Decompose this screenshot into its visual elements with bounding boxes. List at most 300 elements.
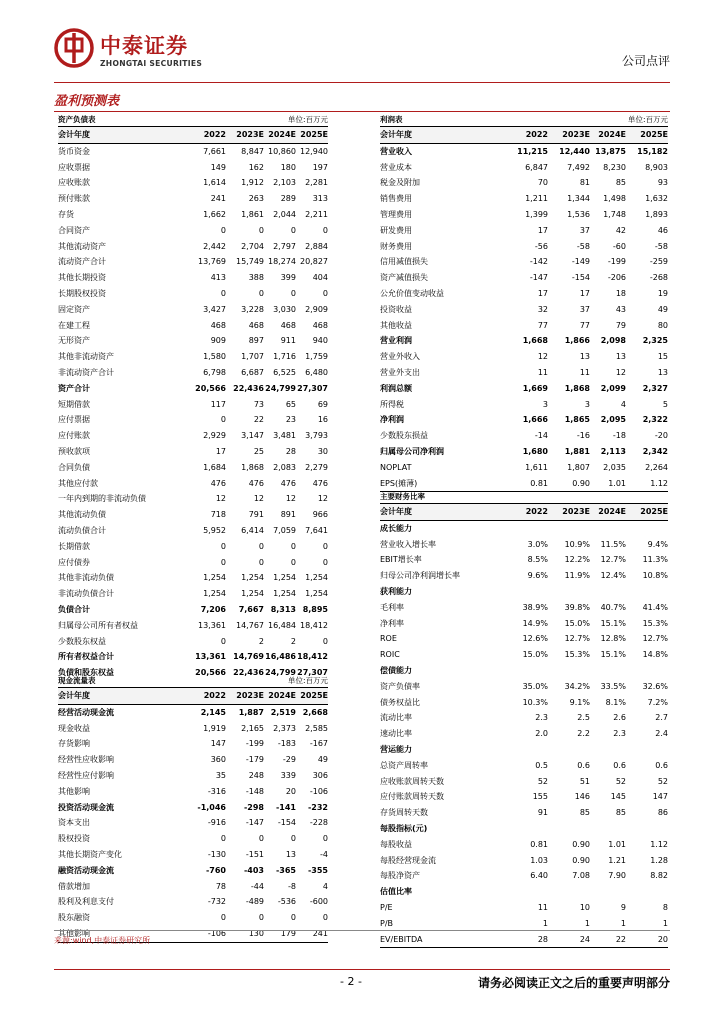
row-value: 22,436 bbox=[233, 383, 264, 393]
row-value: -142 bbox=[529, 257, 548, 267]
row-value: 3,147 bbox=[241, 431, 264, 441]
table-header bbox=[380, 112, 668, 126]
column-header-year: 2023E bbox=[236, 691, 264, 700]
row-value: 11.3% bbox=[642, 555, 668, 565]
row-value: 15.1% bbox=[600, 650, 626, 660]
row-value: 2,585 bbox=[305, 723, 328, 733]
row-value: 2,145 bbox=[200, 707, 226, 717]
row-value: 1,748 bbox=[603, 209, 626, 219]
row-value: 1,668 bbox=[522, 336, 548, 346]
table-header bbox=[380, 489, 668, 503]
row-value: 313 bbox=[312, 194, 328, 204]
row-value: -130 bbox=[207, 849, 226, 859]
column-header-year: 2024E bbox=[598, 130, 626, 139]
row-value: 966 bbox=[312, 510, 328, 520]
row-value: 8.1% bbox=[605, 697, 626, 707]
row-value: 3,030 bbox=[273, 304, 296, 314]
row-label: 净利率 bbox=[380, 618, 404, 628]
row-label: 其他非流动资产 bbox=[58, 352, 114, 362]
table-row bbox=[380, 616, 668, 632]
row-value: 197 bbox=[312, 162, 328, 172]
table-row bbox=[58, 270, 328, 286]
table-row bbox=[58, 144, 328, 160]
row-label: 应付债券 bbox=[58, 557, 90, 567]
column-header-label: 会计年度 bbox=[380, 130, 412, 139]
row-label: 估值比率 bbox=[380, 887, 412, 897]
row-value: 43 bbox=[615, 304, 626, 314]
table-row bbox=[380, 932, 668, 949]
row-value: 2,083 bbox=[273, 462, 296, 472]
row-label: 存货影响 bbox=[58, 739, 90, 749]
row-value: -760 bbox=[205, 865, 226, 875]
row-value: 1,399 bbox=[525, 209, 548, 219]
row-value: 0.90 bbox=[572, 839, 590, 849]
row-value: 0 bbox=[290, 913, 296, 923]
table-row bbox=[380, 789, 668, 805]
row-value: -4 bbox=[320, 849, 328, 859]
row-value: 0 bbox=[258, 834, 264, 844]
row-value: 179 bbox=[280, 928, 296, 938]
row-value: 27,307 bbox=[297, 668, 328, 678]
row-value: 2.2 bbox=[577, 729, 590, 739]
row-value: 12.8% bbox=[600, 634, 626, 644]
row-value: 2,322 bbox=[642, 415, 668, 425]
row-value: 1 bbox=[662, 918, 668, 928]
row-label: 其他长期资产变化 bbox=[58, 849, 122, 859]
table-row bbox=[58, 444, 328, 460]
row-value: 78 bbox=[215, 881, 226, 891]
row-value: 1,211 bbox=[525, 194, 548, 204]
row-value: 468 bbox=[312, 320, 328, 330]
row-value: 12 bbox=[285, 494, 296, 504]
column-header-year: 2022 bbox=[203, 130, 226, 139]
row-value: 18,274 bbox=[268, 257, 296, 267]
row-value: 1 bbox=[584, 918, 590, 928]
row-value: 15.1% bbox=[600, 618, 626, 628]
row-label: 少数股东损益 bbox=[380, 431, 428, 441]
row-value: 2,884 bbox=[305, 241, 328, 251]
row-label: 一年内到期的非流动负债 bbox=[58, 494, 146, 504]
row-value: 11 bbox=[579, 367, 590, 377]
row-value: 13,875 bbox=[595, 146, 626, 156]
table-row bbox=[58, 894, 328, 910]
table-row bbox=[380, 774, 668, 790]
row-value: 37 bbox=[579, 304, 590, 314]
row-label: 现金收益 bbox=[58, 723, 90, 733]
row-value: 6,847 bbox=[525, 162, 548, 172]
footer-divider bbox=[54, 969, 670, 970]
table-row bbox=[380, 365, 668, 381]
table-title: 现金流量表 bbox=[58, 676, 96, 685]
table-row bbox=[58, 207, 328, 223]
row-label: 存货 bbox=[58, 209, 74, 219]
row-label: 研发费用 bbox=[380, 225, 412, 235]
table-row bbox=[58, 318, 328, 334]
row-label: 其他流动负债 bbox=[58, 510, 106, 520]
row-value: 2,519 bbox=[270, 707, 296, 717]
row-value: 8,903 bbox=[645, 162, 668, 172]
source-note: 来源:wind,中泰证券研究所 bbox=[54, 936, 151, 945]
row-value: 1,868 bbox=[241, 462, 264, 472]
row-value: 2,165 bbox=[241, 723, 264, 733]
row-value: 2 bbox=[258, 636, 264, 646]
table-row bbox=[58, 634, 328, 650]
row-value: 0.5 bbox=[535, 760, 548, 770]
row-value: 22,436 bbox=[233, 668, 264, 678]
row-value: 9.1% bbox=[569, 697, 590, 707]
table-row bbox=[58, 507, 328, 523]
row-value: 4 bbox=[322, 881, 328, 891]
row-value: -106 bbox=[309, 786, 328, 796]
row-value: 0.6 bbox=[577, 760, 590, 770]
table-row bbox=[380, 175, 668, 191]
row-label: 长期借款 bbox=[58, 541, 90, 551]
row-value: 1,254 bbox=[273, 589, 296, 599]
row-value: 2.3 bbox=[535, 713, 548, 723]
column-header-year: 2024E bbox=[598, 507, 626, 516]
row-value: 1,912 bbox=[241, 178, 264, 188]
row-value: 7,667 bbox=[238, 604, 264, 614]
table-row bbox=[58, 491, 328, 507]
row-value: 0 bbox=[290, 834, 296, 844]
row-label: 借款增加 bbox=[58, 881, 90, 891]
row-label: 每股经营现金流 bbox=[380, 855, 436, 865]
row-value: 1,254 bbox=[203, 589, 226, 599]
table-row bbox=[380, 726, 668, 742]
row-value: -154 bbox=[571, 273, 590, 283]
row-label: 短期借款 bbox=[58, 399, 90, 409]
row-value: 1,580 bbox=[203, 352, 226, 362]
row-value: 0 bbox=[290, 225, 296, 235]
table-row bbox=[380, 568, 668, 584]
row-value: 0 bbox=[258, 913, 264, 923]
row-value: 2,909 bbox=[305, 304, 328, 314]
row-value: 1.12 bbox=[650, 478, 668, 488]
row-value: 0 bbox=[290, 288, 296, 298]
row-value: 718 bbox=[210, 510, 226, 520]
row-value: 12.4% bbox=[600, 571, 626, 581]
row-value: 0 bbox=[322, 913, 328, 923]
financial-ratios-table bbox=[380, 489, 668, 948]
row-value: 1.03 bbox=[530, 855, 548, 865]
row-value: 73 bbox=[253, 399, 264, 409]
table-header bbox=[58, 112, 328, 126]
row-value: 13 bbox=[285, 849, 296, 859]
row-value: -536 bbox=[277, 897, 296, 907]
row-value: 12 bbox=[253, 494, 264, 504]
row-value: 18 bbox=[615, 288, 626, 298]
table-row bbox=[58, 239, 328, 255]
row-value: 20 bbox=[285, 786, 296, 796]
row-value: 1,254 bbox=[203, 573, 226, 583]
column-header-label: 会计年度 bbox=[58, 691, 90, 700]
row-value: -18 bbox=[612, 431, 626, 441]
row-value: 10,860 bbox=[268, 146, 296, 156]
row-value: 7,492 bbox=[567, 162, 590, 172]
row-value: 7.08 bbox=[572, 871, 590, 881]
row-value: 911 bbox=[280, 336, 296, 346]
row-value: 2.4 bbox=[655, 729, 668, 739]
row-label: 其他收益 bbox=[380, 320, 412, 330]
row-label: 经营性应付影响 bbox=[58, 770, 114, 780]
row-value: 35.0% bbox=[522, 681, 548, 691]
row-value: 0 bbox=[220, 557, 226, 567]
row-value: 41.4% bbox=[642, 602, 668, 612]
report-type: 公司点评 bbox=[621, 54, 670, 68]
row-value: -298 bbox=[243, 802, 264, 812]
table-row bbox=[58, 800, 328, 816]
row-label: 营运能力 bbox=[380, 744, 412, 754]
row-value: 1,254 bbox=[273, 573, 296, 583]
row-value: 52 bbox=[615, 776, 626, 786]
row-value: 49 bbox=[317, 755, 328, 765]
row-value: 3,793 bbox=[305, 431, 328, 441]
cash-flow-table bbox=[58, 673, 328, 943]
row-value: 0.81 bbox=[530, 839, 548, 849]
row-label: 经营活动现金流 bbox=[58, 707, 114, 717]
table-row bbox=[58, 863, 328, 879]
row-value: -58 bbox=[576, 241, 590, 251]
row-value: 38.9% bbox=[522, 602, 548, 612]
row-value: 33.5% bbox=[600, 681, 626, 691]
row-value: -403 bbox=[243, 865, 264, 875]
row-value: 9.6% bbox=[527, 571, 548, 581]
table-row bbox=[380, 647, 668, 663]
row-value: 1,614 bbox=[203, 178, 226, 188]
table-title: 利润表 bbox=[380, 115, 403, 124]
row-value: 909 bbox=[210, 336, 226, 346]
row-value: 0 bbox=[220, 913, 226, 923]
column-header-label: 会计年度 bbox=[58, 130, 90, 139]
table-row bbox=[58, 365, 328, 381]
row-value: -29 bbox=[282, 755, 296, 765]
row-value: 18,412 bbox=[300, 620, 328, 630]
row-label: 负债合计 bbox=[58, 604, 90, 614]
column-header-year: 2023E bbox=[562, 130, 590, 139]
row-value: 7,059 bbox=[273, 525, 296, 535]
row-value: 8 bbox=[662, 902, 668, 912]
row-value: 13 bbox=[657, 367, 668, 377]
row-value: 1.01 bbox=[608, 839, 626, 849]
table-row bbox=[380, 900, 668, 916]
table-row bbox=[380, 412, 668, 428]
row-value: 8,895 bbox=[302, 604, 328, 614]
row-label: 非流动资产合计 bbox=[58, 367, 114, 377]
row-value: 289 bbox=[280, 194, 296, 204]
row-value: 241 bbox=[210, 194, 226, 204]
row-value: 146 bbox=[574, 792, 590, 802]
row-value: 1,865 bbox=[564, 415, 590, 425]
table-row bbox=[58, 784, 328, 800]
table-row bbox=[380, 868, 668, 884]
row-value: 16 bbox=[317, 415, 328, 425]
row-value: 404 bbox=[312, 273, 328, 283]
table-row bbox=[380, 884, 668, 900]
table-row bbox=[380, 239, 668, 255]
row-value: 3 bbox=[542, 399, 548, 409]
row-value: 3 bbox=[584, 399, 590, 409]
row-value: 2,797 bbox=[273, 241, 296, 251]
row-value: 0.81 bbox=[530, 478, 548, 488]
table-row bbox=[380, 160, 668, 176]
column-header-year: 2023E bbox=[236, 130, 264, 139]
row-value: 77 bbox=[537, 320, 548, 330]
row-label: 应收账款周转天数 bbox=[380, 776, 444, 786]
row-label: 货币资金 bbox=[58, 146, 90, 156]
row-label: 其他影响 bbox=[58, 786, 90, 796]
row-value: 85 bbox=[615, 808, 626, 818]
row-value: 2.5 bbox=[577, 713, 590, 723]
row-value: -199 bbox=[245, 739, 264, 749]
table-row bbox=[380, 349, 668, 365]
row-label: 营业成本 bbox=[380, 162, 412, 172]
row-label: 预收款项 bbox=[58, 446, 90, 456]
row-value: 2,327 bbox=[642, 383, 668, 393]
row-value: 25 bbox=[253, 446, 264, 456]
row-label: NOPLAT bbox=[380, 462, 412, 472]
row-value: 32.6% bbox=[642, 681, 668, 691]
row-value: -167 bbox=[309, 739, 328, 749]
row-value: 40.7% bbox=[600, 602, 626, 612]
row-label: 股利及利息支付 bbox=[58, 897, 114, 907]
row-label: 营业利润 bbox=[380, 336, 412, 346]
row-value: 0 bbox=[258, 557, 264, 567]
row-value: 15.0% bbox=[564, 618, 590, 628]
row-value: -44 bbox=[250, 881, 264, 891]
row-label: 管理费用 bbox=[380, 209, 412, 219]
row-label: 存货周转天数 bbox=[380, 808, 428, 818]
row-value: 0 bbox=[322, 557, 328, 567]
row-value: 2,281 bbox=[305, 178, 328, 188]
row-value: -20 bbox=[654, 431, 668, 441]
row-value: 399 bbox=[280, 273, 296, 283]
row-value: 23 bbox=[285, 415, 296, 425]
row-label: ROE bbox=[380, 634, 397, 644]
row-value: 11 bbox=[537, 902, 548, 912]
row-value: 17 bbox=[215, 446, 226, 456]
row-label: 合同负债 bbox=[58, 462, 90, 472]
row-label: 其他影响 bbox=[58, 928, 90, 938]
row-value: 77 bbox=[579, 320, 590, 330]
row-value: 0 bbox=[220, 415, 226, 425]
row-value: 12 bbox=[215, 494, 226, 504]
row-label: EV/EBITDA bbox=[380, 934, 423, 944]
row-label: 总资产周转率 bbox=[380, 760, 428, 770]
table-row bbox=[58, 847, 328, 863]
row-value: 10.9% bbox=[564, 539, 590, 549]
row-label: 股东融资 bbox=[58, 913, 90, 923]
row-value: 8,230 bbox=[603, 162, 626, 172]
row-value: -365 bbox=[275, 865, 296, 875]
table-row bbox=[380, 207, 668, 223]
row-label: 营业收入增长率 bbox=[380, 539, 436, 549]
row-value: 1,536 bbox=[567, 209, 590, 219]
row-value: 413 bbox=[210, 273, 226, 283]
row-value: 2.3 bbox=[613, 729, 626, 739]
table-row bbox=[380, 584, 668, 600]
column-header-row bbox=[380, 127, 668, 144]
zhongtai-logo-icon bbox=[54, 28, 94, 68]
row-value: 468 bbox=[210, 320, 226, 330]
table-row bbox=[58, 460, 328, 476]
row-value: 30 bbox=[317, 446, 328, 456]
row-value: 1,707 bbox=[241, 352, 264, 362]
row-label: 流动负债合计 bbox=[58, 525, 106, 535]
table-row bbox=[58, 175, 328, 191]
row-value: 1,254 bbox=[241, 573, 264, 583]
table-row bbox=[380, 444, 668, 460]
row-value: 14,767 bbox=[236, 620, 264, 630]
row-value: 8.5% bbox=[527, 555, 548, 565]
column-header-year: 2025E bbox=[640, 507, 668, 516]
row-value: -148 bbox=[245, 786, 264, 796]
row-value: 2,325 bbox=[642, 336, 668, 346]
row-value: 51 bbox=[579, 776, 590, 786]
row-label: 所有者权益合计 bbox=[58, 652, 114, 662]
row-label: 每股净资产 bbox=[380, 871, 420, 881]
logo-text-cn: 中泰证券 bbox=[100, 34, 188, 58]
row-label: 资本支出 bbox=[58, 818, 90, 828]
row-value: 476 bbox=[210, 478, 226, 488]
row-value: 263 bbox=[248, 194, 264, 204]
row-value: 79 bbox=[615, 320, 626, 330]
row-value: 1,881 bbox=[564, 446, 590, 456]
row-value: 24,799 bbox=[265, 383, 296, 393]
row-value: 32 bbox=[537, 304, 548, 314]
table-unit: 单位:百万元 bbox=[627, 115, 668, 124]
row-value: 306 bbox=[312, 770, 328, 780]
row-value: 13 bbox=[615, 352, 626, 362]
row-value: 24 bbox=[579, 934, 590, 944]
row-value: 162 bbox=[248, 162, 264, 172]
row-value: 7,206 bbox=[200, 604, 226, 614]
row-value: 1,866 bbox=[564, 336, 590, 346]
row-value: 791 bbox=[248, 510, 264, 520]
row-value: 10.8% bbox=[642, 571, 668, 581]
row-value: 17 bbox=[579, 288, 590, 298]
row-value: 0 bbox=[322, 225, 328, 235]
row-value: 1,669 bbox=[522, 383, 548, 393]
row-value: -151 bbox=[245, 849, 264, 859]
source-divider bbox=[54, 930, 670, 931]
row-value: -916 bbox=[207, 818, 226, 828]
row-value: 8.82 bbox=[650, 871, 668, 881]
row-value: 20,566 bbox=[195, 383, 226, 393]
row-value: 1,680 bbox=[522, 446, 548, 456]
table-row bbox=[58, 397, 328, 413]
row-label: 非流动负债合计 bbox=[58, 589, 114, 599]
row-value: 42 bbox=[615, 225, 626, 235]
row-value: 9 bbox=[620, 902, 626, 912]
row-value: 11 bbox=[537, 367, 548, 377]
row-value: 3.0% bbox=[527, 539, 548, 549]
row-value: 15,182 bbox=[637, 146, 668, 156]
row-value: 1,632 bbox=[645, 194, 668, 204]
row-value: 897 bbox=[248, 336, 264, 346]
row-value: 81 bbox=[579, 178, 590, 188]
row-value: -183 bbox=[277, 739, 296, 749]
row-value: 0 bbox=[322, 636, 328, 646]
row-value: 14,769 bbox=[233, 652, 264, 662]
row-value: 86 bbox=[657, 808, 668, 818]
table-row bbox=[58, 539, 328, 555]
row-value: 17 bbox=[537, 225, 548, 235]
row-label: 营业外支出 bbox=[380, 367, 420, 377]
row-value: 2,704 bbox=[241, 241, 264, 251]
row-value: -56 bbox=[534, 241, 548, 251]
table-row bbox=[380, 695, 668, 711]
column-header-year: 2022 bbox=[525, 507, 548, 516]
